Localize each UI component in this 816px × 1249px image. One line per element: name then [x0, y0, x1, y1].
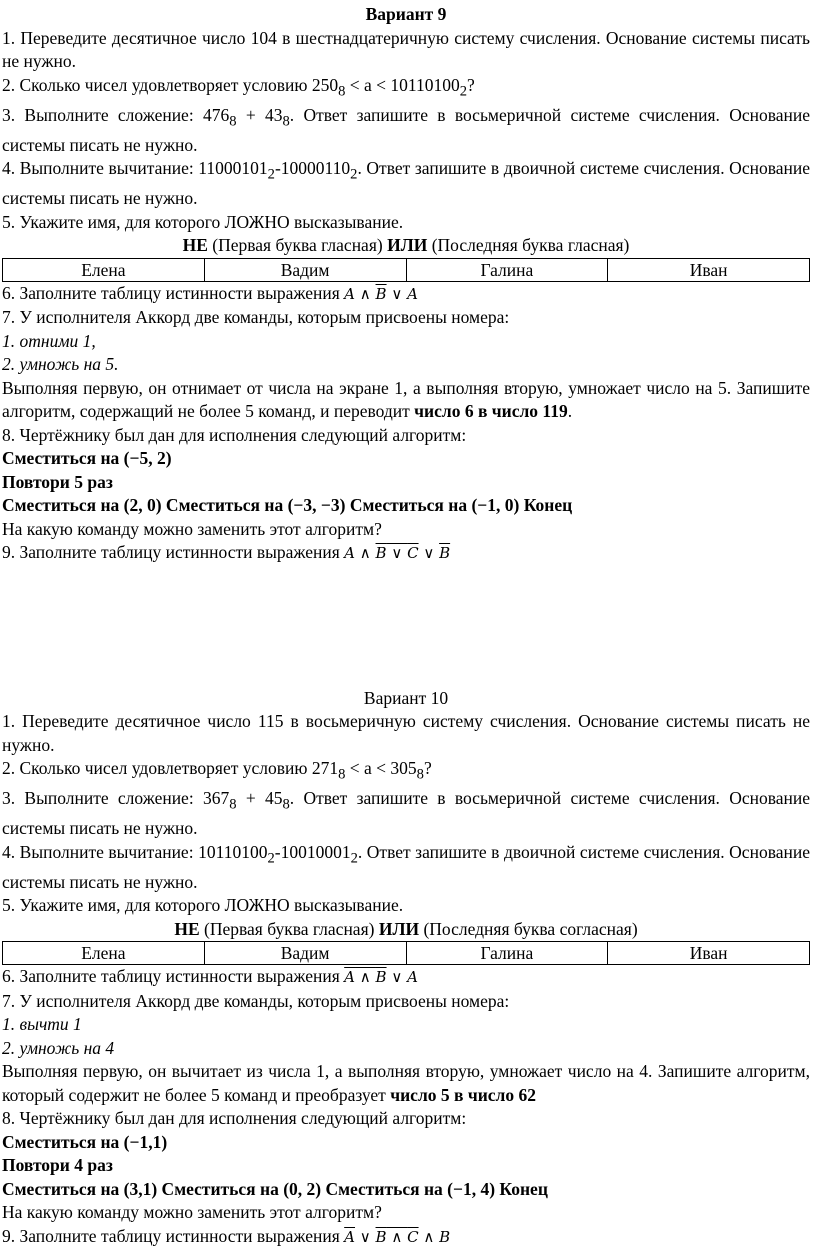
- v10-question-2: 2. Сколько чисел удовлетворяет условию $271_8 < a < 305_8$?: [2, 757, 810, 787]
- v9-question-8-text: На какую команду можно заменить этот алгоритм?: [2, 518, 810, 542]
- v9-question-9: 9. Заполните таблицу истинности выражения A ∧ B ∨ C ∨ $\overline{B}$: [2, 541, 810, 566]
- v10-algorithm-line-1: Сместиться на (−1,1): [2, 1131, 810, 1155]
- name-cell: Галина: [406, 258, 608, 281]
- v10-question-4: 4. Выполните вычитание: $10110100_2-10010001_2$. Ответ запишите в двоичной системе счисления. Основание системы писать не нужно.: [2, 841, 810, 895]
- v9-question-6: 6. Заполните таблицу истинности выражения A ∧ $\overline{B}$ ∨ A: [2, 282, 810, 307]
- v10-question-7-text: Выполняя первую, он вычитает из числа 1, а выполняя вторую, умножает число на 4. Запишите алгоритм, который содержит не более 5 команд и преобразует число 5 в число 62: [2, 1060, 810, 1107]
- v9-command-1: 1. отними 1,: [2, 330, 810, 354]
- v10-question-8-text: На какую команду можно заменить этот алгоритм?: [2, 1201, 810, 1225]
- v10-expression-6: A ∧ B ∨ A: [344, 968, 418, 986]
- name-cell: Елена: [3, 258, 205, 281]
- name-cell: Иван: [608, 942, 810, 965]
- v9-command-2: 2. умножь на 5.: [2, 353, 810, 377]
- name-cell: Елена: [3, 942, 205, 965]
- name-cell: Вадим: [204, 258, 406, 281]
- v10-command-1: 1. вычти 1: [2, 1013, 810, 1037]
- v9-question-1: 1. Переведите десятичное число 104 в шестнадцатеричную систему счисления. Основание системы писать не нужно.: [2, 27, 810, 74]
- v10-algorithm-line-2: Повтори 4 раз: [2, 1154, 810, 1178]
- v9-names-table: [2, 258, 810, 282]
- v10-question-8: 8. Чертёжнику был дан для исполнения следующий алгоритм:: [2, 1107, 810, 1131]
- v10-question-5: 5. Укажите имя, для которого ЛОЖНО высказывание.: [2, 894, 810, 918]
- name-cell: Вадим: [204, 942, 406, 965]
- v9-question-5: 5. Укажите имя, для которого ЛОЖНО высказывание.: [2, 211, 810, 235]
- v9-question-4: 4. Выполните вычитание: $11000101_2-10000110_2$. Ответ запишите в двоичной системе счисления. Основание системы писать не нужно.: [2, 157, 810, 211]
- name-cell: Галина: [406, 942, 608, 965]
- variant-9-title: Вариант 9: [2, 3, 810, 27]
- v9-question-8: 8. Чертёжнику был дан для исполнения следующий алгоритм:: [2, 424, 810, 448]
- variant-10-title: Вариант 10: [2, 687, 810, 711]
- v9-expression-6: A ∧ $\overline{B}$ ∨ A: [344, 285, 418, 303]
- v9-algorithm-line-3: Сместиться на (2, 0) Сместиться на (−3, −3) Сместиться на (−1, 0) Конец: [2, 494, 810, 518]
- name-cell: Иван: [608, 258, 810, 281]
- v10-command-2: 2. умножь на 4: [2, 1037, 810, 1061]
- v9-expression-9: A ∧ B ∨ C ∨ $\overline{B}$: [344, 544, 450, 562]
- v9-question-7: 7. У исполнителя Аккорд две команды, которым присвоены номера:: [2, 306, 810, 330]
- v10-condition: НЕ (Первая буква гласная) ИЛИ (Последняя буква согласная): [2, 918, 810, 942]
- v9-algorithm-line-1: Сместиться на (−5, 2): [2, 447, 810, 471]
- v9-question-3: 3. Выполните сложение: $476_8 + 43_8$. Ответ запишите в восьмеричной системе счисления. Основание системы писать не нужно.: [2, 104, 810, 158]
- v10-expression-9: $\overline{A}$ ∨ B ∧ C ∧ B: [344, 1228, 450, 1246]
- v10-question-7: 7. У исполнителя Аккорд две команды, которым присвоены номера:: [2, 990, 810, 1014]
- v9-condition: НЕ (Первая буква гласная) ИЛИ (Последняя буква гласная): [2, 234, 810, 258]
- v9-question-2: 2. Сколько чисел удовлетворяет условию $250_8 < a < 10110100_2$?: [2, 74, 810, 104]
- v10-question-3: 3. Выполните сложение: $367_8 + 45_8$. Ответ запишите в восьмеричной системе счисления. Основание системы писать не нужно.: [2, 787, 810, 841]
- v10-question-1: 1. Переведите десятичное число 115 в восьмеричную систему счисления. Основание системы писать не нужно.: [2, 710, 810, 757]
- v10-question-9: 9. Заполните таблицу истинности выражения $\overline{A}$ ∨ B ∧ C ∧ B: [2, 1225, 810, 1249]
- v10-algorithm-line-3: Сместиться на (3,1) Сместиться на (0, 2) Сместиться на (−1, 4) Конец: [2, 1178, 810, 1202]
- v9-algorithm-line-2: Повтори 5 раз: [2, 471, 810, 495]
- v10-names-table: [2, 941, 810, 965]
- v10-question-6: 6. Заполните таблицу истинности выражения A ∧ B ∨ A: [2, 965, 810, 990]
- v9-question-7-text: Выполняя первую, он отнимает от числа на экране 1, а выполняя вторую, умножает число на 5. Запишите алгоритм, содержащий не более 5 команд, и переводит число 6 в число 119.: [2, 377, 810, 424]
- spacer: [2, 566, 810, 687]
